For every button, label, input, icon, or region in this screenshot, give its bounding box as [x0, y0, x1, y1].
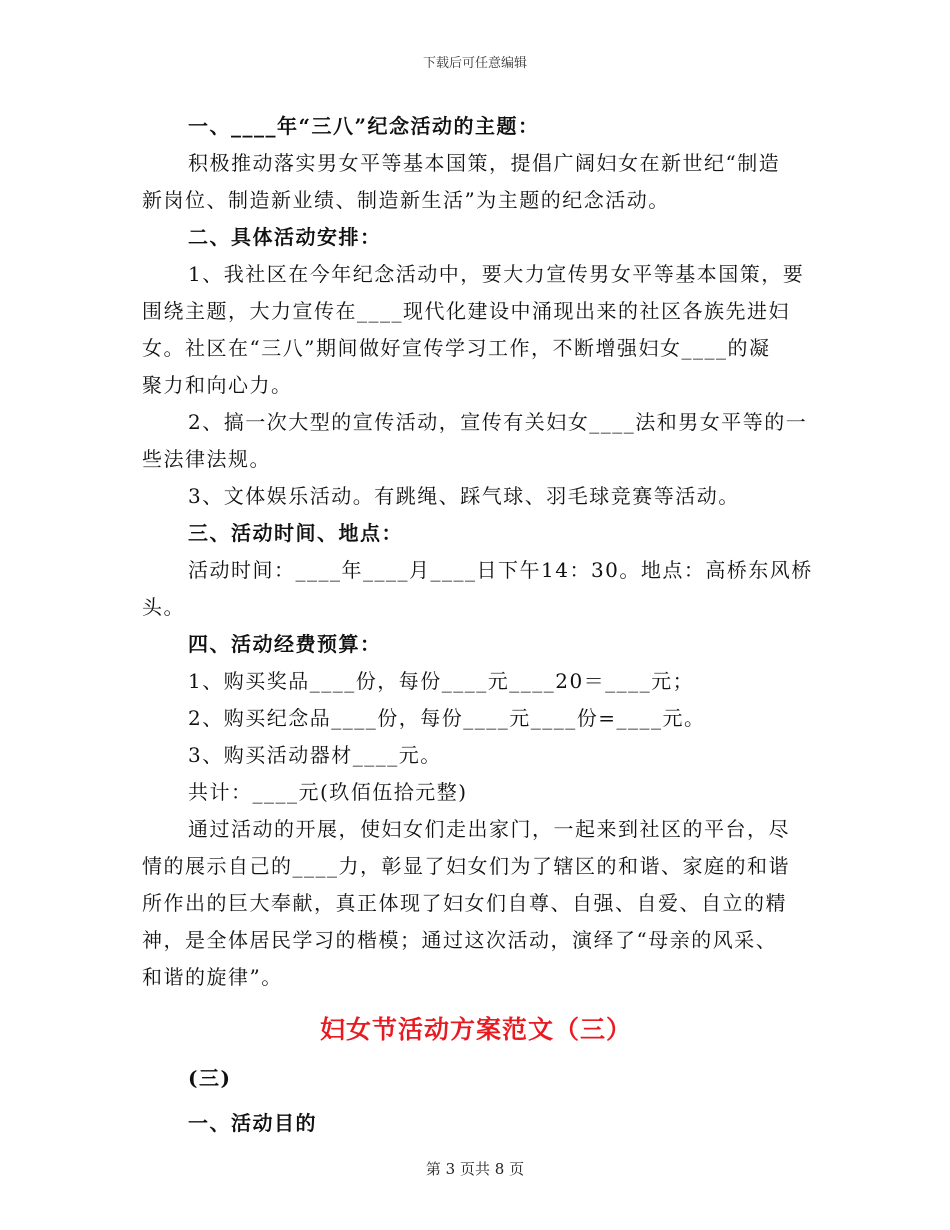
budget-line: 3、购买活动器材____元。 [188, 743, 442, 767]
section-title-red: 妇女节活动方案范文（三） [319, 1015, 632, 1044]
page-header-note: 下载后可任意编辑 [422, 56, 527, 71]
paragraph-line: 头。 [142, 595, 185, 619]
paragraph-line: 积极推动落实男女平等基本国策，提倡广阔妇女在新世纪“制造 [188, 151, 781, 175]
section-heading-theme: 一、____年“三八”纪念活动的主题： [188, 114, 540, 138]
paragraph-line: 神，是全体居民学习的楷模；通过这次活动，演绎了“母亲的风采、 [142, 928, 778, 952]
section-heading-time-place: 三、活动时间、地点： [188, 521, 403, 545]
sub-label: (三) [188, 1066, 232, 1090]
paragraph-line: 些法律法规。 [142, 447, 271, 471]
paragraph-line: 围绕主题，大力宣传在____现代化建设中涌现出来的社区各族先进妇 [142, 299, 790, 323]
paragraph-line: 聚力和向心力。 [142, 373, 293, 397]
paragraph-line: 3、文体娱乐活动。有跳绳、踩气球、羽毛球竞赛等活动。 [188, 484, 740, 508]
document-body [142, 108, 813, 1142]
paragraph-line: 1、我社区在今年纪念活动中，要大力宣传男女平等基本国策，要 [188, 262, 805, 286]
paragraph-line: 2、搞一次大型的宣传活动，宣传有关妇女____法和男女平等的一 [188, 410, 808, 434]
paragraph-line: 女。社区在“三八”期间做好宣传学习工作，不断增强妇女____的凝 [142, 336, 771, 360]
budget-total: 共计：____元(玖佰伍拾元整) [188, 780, 468, 804]
paragraph-line: 活动时间：____年____月____日下午14：30。地点：高桥东风桥 [188, 558, 813, 582]
paragraph-line: 新岗位、制造新业绩、制造新生活”为主题的纪念活动。 [142, 188, 670, 212]
budget-line: 2、购买纪念品____份，每份____元____份=____元。 [188, 706, 706, 730]
paragraph-line: 和谐的旋律”。 [142, 965, 283, 989]
section-heading-arrangement: 二、具体活动安排： [188, 225, 382, 249]
paragraph-line: 通过活动的开展，使妇女们走出家门，一起来到社区的平台，尽 [188, 817, 790, 841]
budget-line: 1、购买奖品____份，每份____元____20＝____元； [188, 669, 695, 693]
paragraph-line: 所作出的巨大奉献，真正体现了妇女们自尊、自强、自爱、自立的精 [142, 891, 787, 915]
section-heading-purpose: 一、活动目的 [188, 1111, 317, 1135]
section-heading-budget: 四、活动经费预算： [188, 632, 382, 656]
page-footer-indicator: 第 3 页共 8 页 [425, 1160, 525, 1178]
paragraph-line: 情的展示自己的____力，彰显了妇女们为了辖区的和谐、家庭的和谐 [142, 854, 790, 878]
